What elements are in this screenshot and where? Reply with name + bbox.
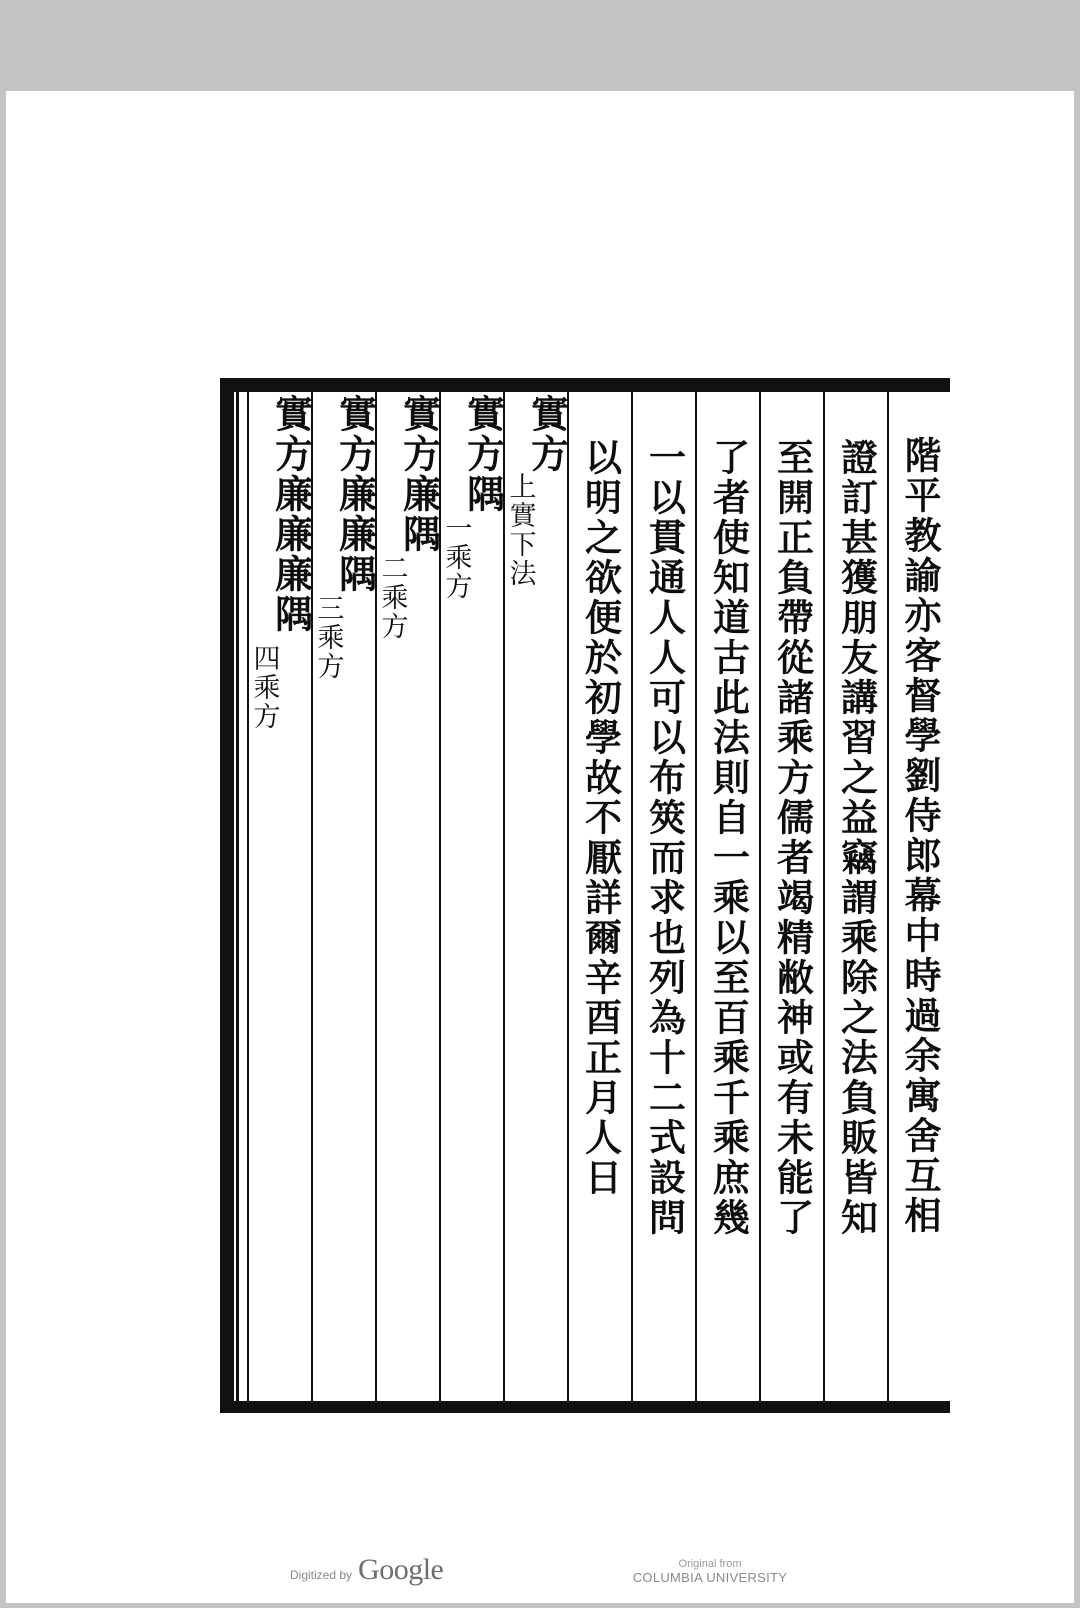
text-column bbox=[887, 392, 950, 1401]
entry-note: 四乘方 bbox=[248, 644, 280, 731]
text-columns bbox=[239, 392, 950, 1401]
text-column bbox=[759, 392, 823, 1401]
column-text: 一以貫通人人可以布筴而求也列為十二式設問 bbox=[642, 438, 687, 1238]
entry-main: 實方廉廉隅 bbox=[332, 394, 378, 594]
entry-note: 一乘方 bbox=[440, 514, 472, 601]
text-column bbox=[631, 392, 695, 1401]
entry-note: 三乘方 bbox=[312, 594, 344, 681]
google-logo: Google bbox=[358, 1553, 444, 1586]
original-source bbox=[630, 1558, 790, 1585]
institution-name: COLUMBIA UNIVERSITY bbox=[632, 1570, 788, 1585]
column-text: 以明之欲便於初學故不厭詳爾辛酉正月人日 bbox=[578, 438, 623, 1198]
entry-note: 二乘方 bbox=[376, 554, 408, 641]
entry bbox=[440, 394, 506, 1401]
entry-column bbox=[311, 392, 378, 1401]
entry-main: 實方廉廉廉隅 bbox=[268, 394, 314, 634]
entry bbox=[504, 394, 570, 1401]
column-text: 證訂甚獲朋友講習之益竊謂乘除之法負販皆知 bbox=[834, 438, 879, 1238]
entry-main: 實方廉隅 bbox=[396, 394, 442, 554]
entry-main: 實方 bbox=[524, 394, 570, 474]
entry-note: 上實下法 bbox=[504, 472, 536, 588]
entry bbox=[312, 394, 378, 1401]
entry-main: 實方隅 bbox=[460, 394, 506, 514]
original-from-label: Original from bbox=[678, 1558, 742, 1570]
column-text: 至開正負帶從諸乘方儒者竭精敝神或有未能了 bbox=[770, 438, 815, 1238]
entry bbox=[376, 394, 442, 1401]
entry-column bbox=[375, 392, 442, 1401]
text-column bbox=[567, 392, 631, 1401]
entry-column bbox=[247, 392, 314, 1401]
entry-column bbox=[439, 392, 506, 1401]
column-text: 了者使知道古此法則自一乘以至百乘千乘庶幾 bbox=[706, 438, 751, 1238]
text-column bbox=[695, 392, 759, 1401]
text-column bbox=[823, 392, 887, 1401]
entry bbox=[248, 394, 314, 1401]
digitized-by-google bbox=[290, 1553, 443, 1585]
column-text: 階平教諭亦客督學劉侍郎幕中時過余寓舍互相 bbox=[898, 436, 942, 1236]
digitized-by-label: Digitized by bbox=[290, 1568, 353, 1582]
entry-column bbox=[503, 392, 570, 1401]
